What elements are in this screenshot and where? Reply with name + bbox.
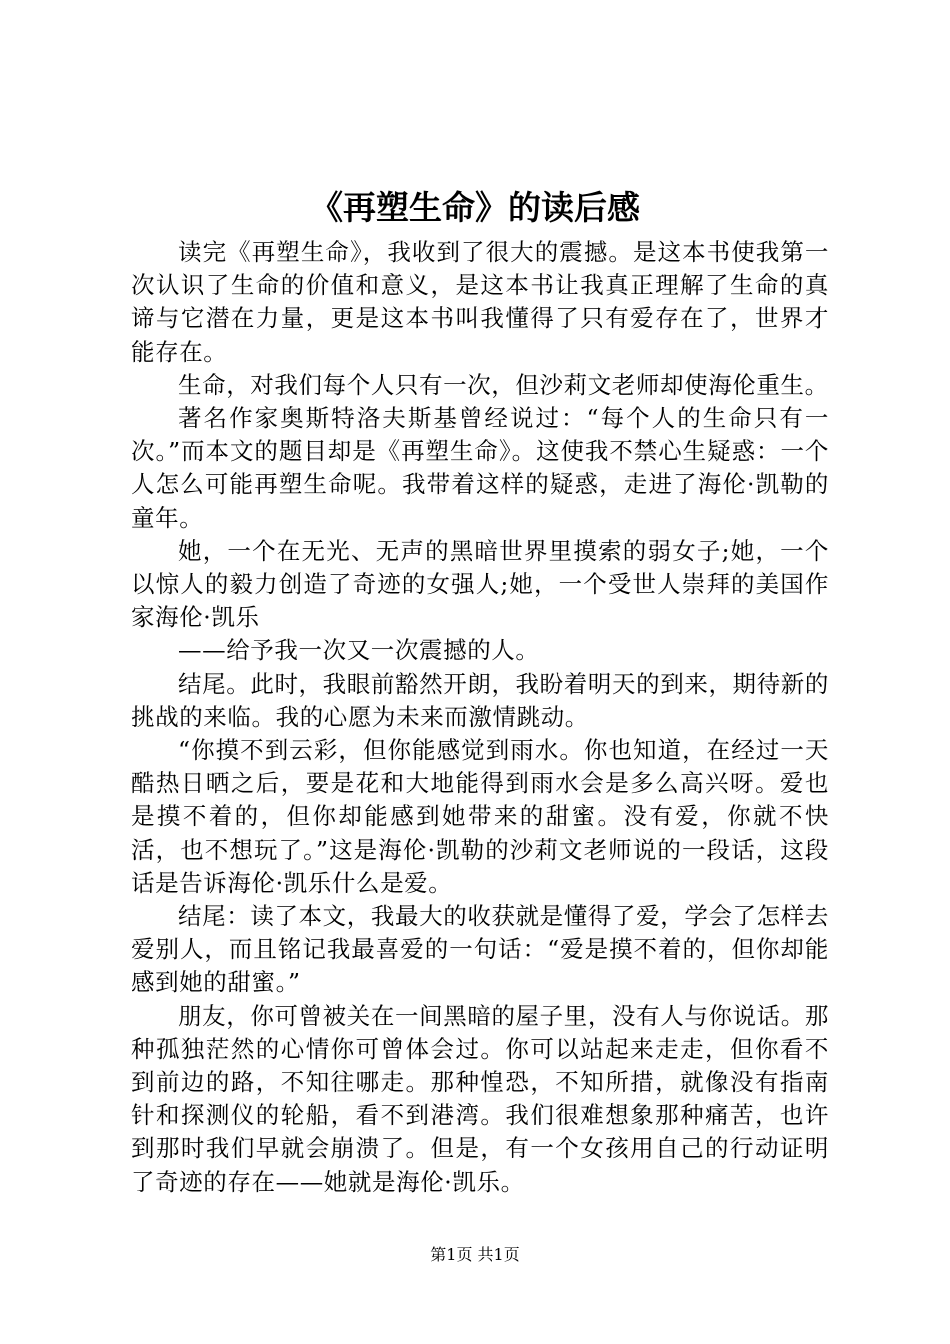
document-title: 《再塑生命》的读后感	[310, 188, 640, 227]
document-body	[131, 236, 829, 1199]
paragraph: 她，一个在无光、无声的黑暗世界里摸索的弱女子;她，一个以惊人的毅力创造了奇迹的女强人;她，一个受世人崇拜的美国作家海伦·凯乐	[131, 536, 829, 632]
paragraph: 著名作家奥斯特洛夫斯基曾经说过：“每个人的生命只有一次。”而本文的题目却是《再塑生命》。这使我不禁心生疑惑：一个人怎么可能再塑生命呢。我带着这样的疑惑，走进了海伦·凯勒的童年。	[131, 404, 829, 532]
paragraph: 朋友，你可曾被关在一间黑暗的屋子里，没有人与你说话。那种孤独茫然的心情你可曾体会过。你可以站起来走走，但你看不到前边的路，不知往哪走。那种惶恐，不知所措，就像没有指南针和探测仪的轮船，看不到港湾。我们很难想象那种痛苦，也许到那时我们早就会崩溃了。但是，有一个女孩用自己的行动证明了奇迹的存在——她就是海伦·凯乐。	[131, 1001, 829, 1196]
paragraph: 结尾：读了本文，我最大的收获就是懂得了爱，学会了怎样去爱别人，而且铭记我最喜爱的一句话：“爱是摸不着的，但你却能感到她的甜蜜。”	[131, 902, 829, 997]
paragraph: ——给予我一次又一次震撼的人。	[178, 636, 540, 665]
paragraph: 结尾。此时，我眼前豁然开朗，我盼着明天的到来，期待新的挑战的来临。我的心愿为未来而激情跳动。	[131, 669, 829, 731]
page-footer: 第1页 共1页	[430, 1245, 520, 1264]
paragraph: “你摸不到云彩，但你能感觉到雨水。你也知道，在经过一天酷热日晒之后，要是花和大地能得到雨水会是多么高兴呀。爱也是摸不着的，但你却能感到她带来的甜蜜。没有爱，你就不快活，也不想玩了。”这是海伦·凯勒的沙莉文老师说的一段话，这段话是告诉海伦·凯乐什么是爱。	[131, 736, 829, 897]
paragraph: 生命，对我们每个人只有一次，但沙莉文老师却使海伦重生。	[178, 370, 829, 399]
paragraph: 读完《再塑生命》，我收到了很大的震撼。是这本书使我第一次认识了生命的价值和意义，是这本书让我真正理解了生命的真谛与它潜在力量，更是这本书叫我懂得了只有爱存在了，世界才能存在。	[131, 238, 829, 366]
